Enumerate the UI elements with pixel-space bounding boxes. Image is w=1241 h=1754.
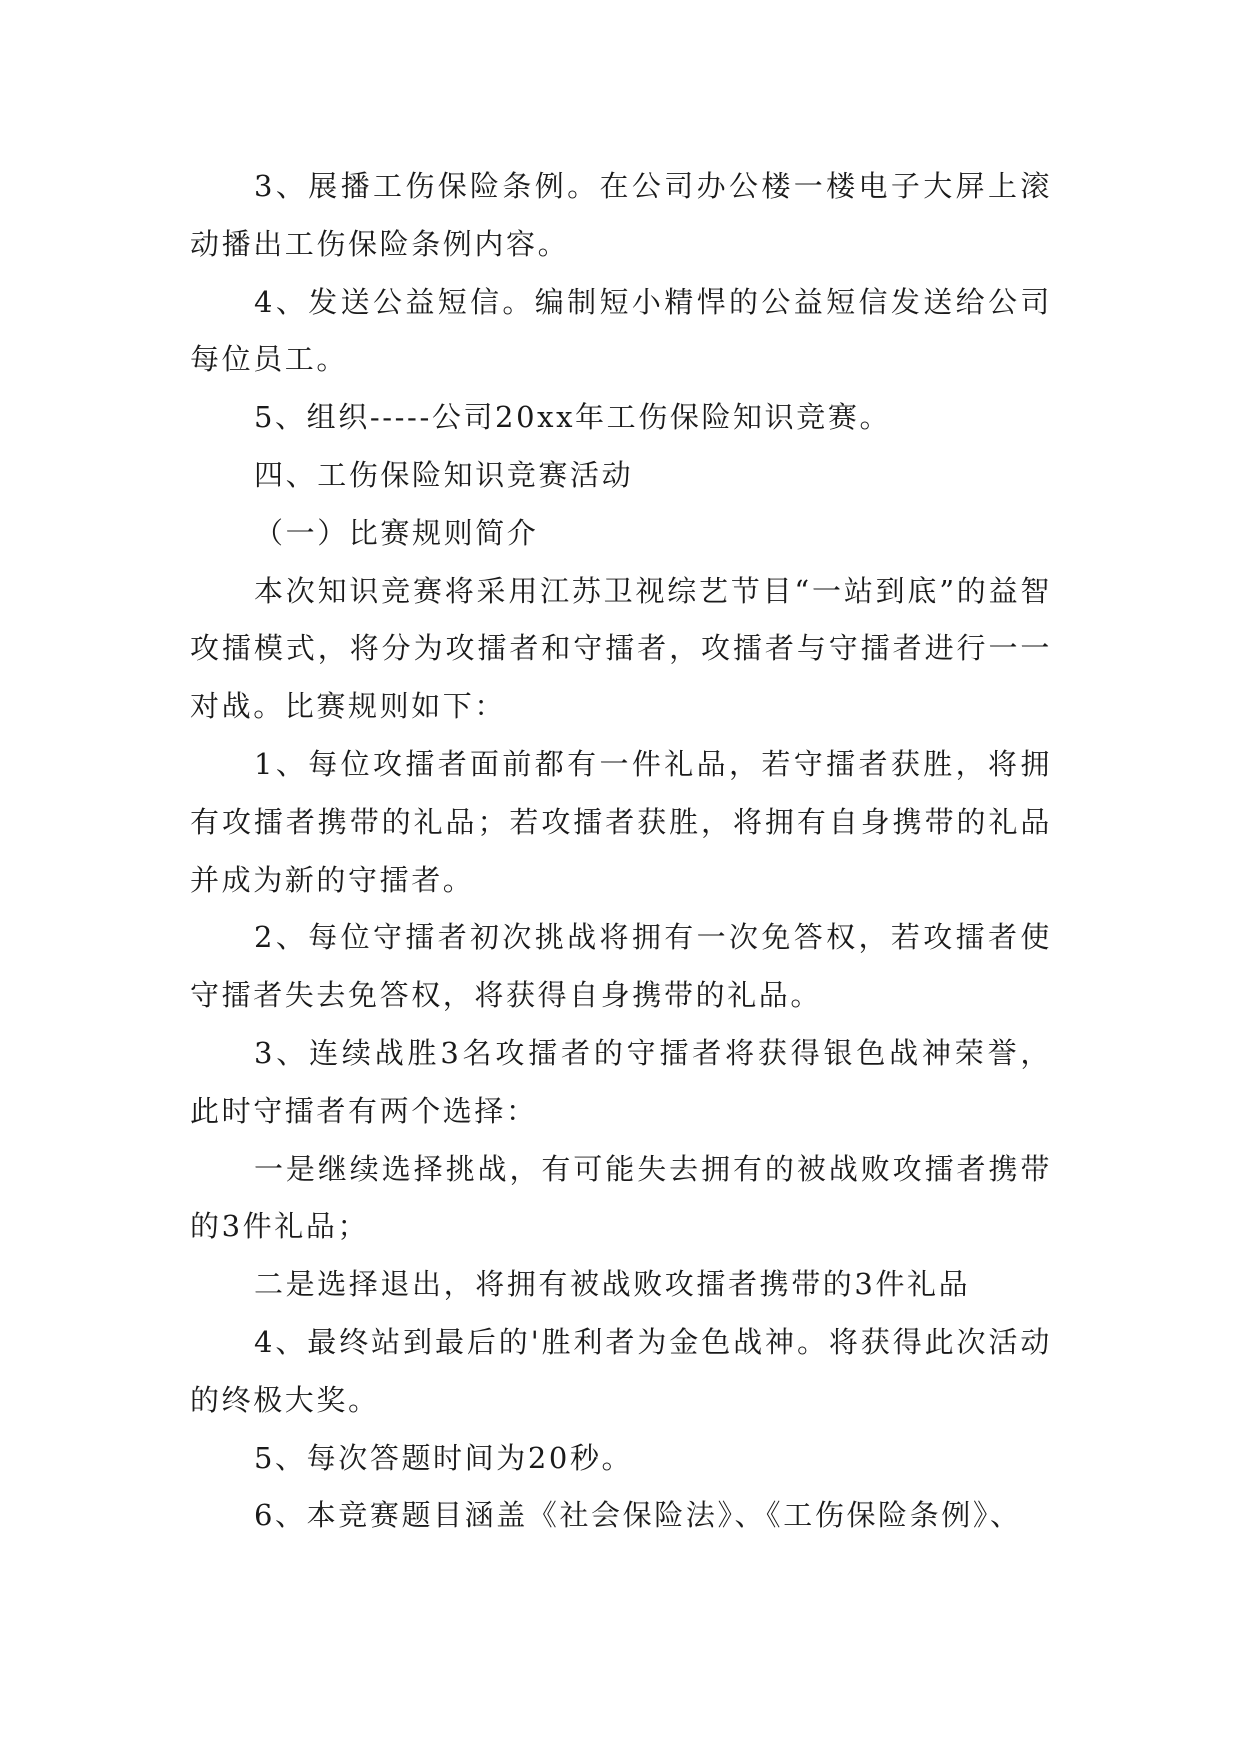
rule-item-6: 6、本竞赛题目涵盖《社会保险法》、《工伤保险条例》、: [254, 1498, 1022, 1533]
paragraph-intro: 本次知识竞赛将采用江苏卫视综艺节目“一站到底”的益智攻擂模式，将分为攻擂者和守擂者，攻擂者与守擂者进行一一对战。比赛规则如下：: [190, 573, 1052, 724]
rule-option-2: 二是选择退出，将拥有被战败攻擂者携带的3件礼品: [254, 1267, 971, 1302]
rule-item-1: 1、每位攻擂者面前都有一件礼品，若守擂者获胜，将拥有攻擂者携带的礼品；若攻擂者获胜，将拥有自身携带的礼品并成为新的守擂者。: [190, 746, 1052, 897]
rule-item-2: 2、每位守擂者初次挑战将拥有一次免答权，若攻擂者使守擂者失去免答权，将获得自身携带的礼品。: [190, 920, 1052, 1013]
paragraph-item-4-sms: 4、发送公益短信。编制短小精悍的公益短信发送给公司每位员工。: [190, 284, 1052, 377]
rule-item-4: 4、最终站到最后的'胜利者为金色战神。将获得此次活动的终极大奖。: [190, 1324, 1052, 1417]
paragraph-item-3-screen: 3、展播工伤保险条例。在公司办公楼一楼电子大屏上滚动播出工伤保险条例内容。: [190, 169, 1052, 261]
rule-option-1: 一是继续选择挑战，有可能失去拥有的被战败攻擂者携带的3件礼品；: [190, 1151, 1052, 1244]
rule-item-5: 5、每次答题时间为20秒。: [254, 1440, 634, 1475]
rule-item-3: 3、连续战胜3名攻擂者的守擂者将获得银色战神荣誉，此时守擂者有两个选择：: [190, 1035, 1052, 1128]
subsection-heading-1: （一）比赛规则简介: [254, 515, 539, 550]
section-heading-4: 四、工伤保险知识竞赛活动: [254, 457, 634, 492]
paragraph-item-5-contest: 5、组织-----公司20xx年工伤保险知识竞赛。: [254, 400, 892, 435]
document-body: [190, 158, 1052, 1545]
